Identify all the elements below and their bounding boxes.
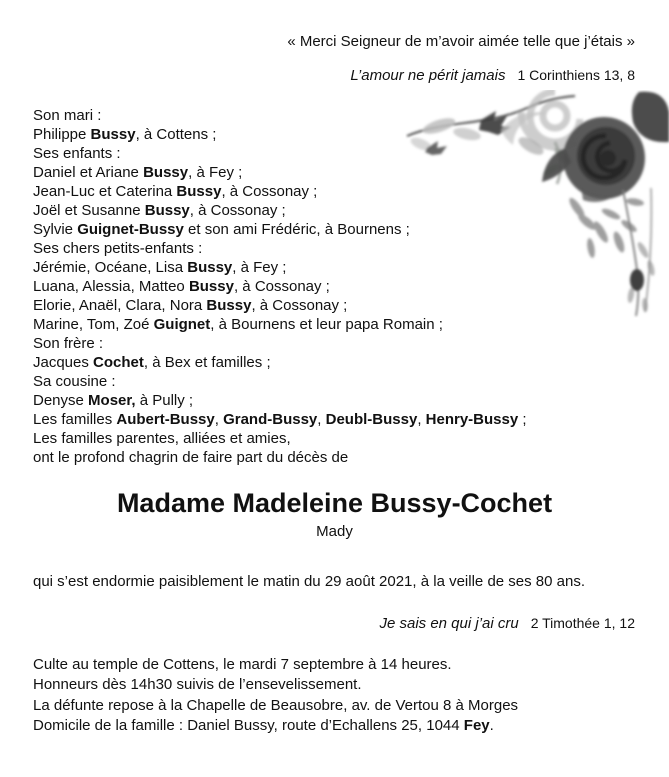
text-line: Philippe Bussy, à Cottens ; (33, 126, 217, 143)
death-announcement: qui s’est endormie paisiblement le matin du 29 août 2021, à la veille de ses 80 ans. (33, 573, 586, 590)
text-line: Sylvie Guignet-Bussy et son ami Frédéric, à Bournens ; (33, 221, 410, 238)
text-line: Domicile de la famille : Daniel Bussy, route d’Echallens 25, 1044 Fey. (33, 716, 494, 734)
text-line: Honneurs dès 14h30 suivis de l’ensevelissement. (33, 676, 362, 694)
text-line: Marine, Tom, Zoé Guignet, à Bournens et leur papa Romain ; (33, 316, 443, 333)
family-list (33, 106, 527, 467)
text-line: Elorie, Anaël, Clara, Nora Bussy, à Cossonay ; (33, 297, 348, 314)
text-line: Jacques Cochet, à Bex et familles ; (33, 354, 271, 371)
text-line: Denyse Moser, à Pully ; (33, 392, 194, 409)
ceremony-details (33, 655, 518, 736)
text-line: Ses enfants : (33, 145, 121, 162)
verse-2-reference: 2 Timothée 1, 12 (530, 615, 635, 631)
text-line: ont le profond chagrin de faire part du décès de (33, 449, 349, 466)
text-line: Jean-Luc et Caterina Bussy, à Cossonay ; (33, 183, 318, 200)
deceased-nickname: Mady (316, 523, 353, 540)
text-line: Culte au temple de Cottens, le mardi 7 septembre à 14 heures. (33, 656, 452, 673)
verse-1-text: L’amour ne périt jamais (350, 67, 506, 84)
verse-1-reference: 1 Corinthiens 13, 8 (517, 67, 635, 83)
bible-verse-2 (379, 615, 635, 632)
opening-quote: « Merci Seigneur de m’avoir aimée telle que j’étais » (287, 33, 635, 50)
verse-2-text: Je sais en qui j’ai cru (379, 615, 519, 632)
text-line: Luana, Alessia, Matteo Bussy, à Cossonay ; (33, 278, 330, 295)
text-line: Joël et Susanne Bussy, à Cossonay ; (33, 202, 286, 219)
deceased-name: Madame Madeleine Bussy-Cochet (116, 488, 553, 518)
text-line: Les familles Aubert-Bussy, Grand-Bussy, Deubl-Bussy, Henry-Bussy ; (33, 411, 527, 428)
text-line: Les familles parentes, alliées et amies, (33, 430, 291, 447)
text-line: Sa cousine : (33, 373, 116, 390)
text-line: Jérémie, Océane, Lisa Bussy, à Fey ; (33, 259, 287, 276)
text-line: Son mari : (33, 107, 102, 124)
bible-verse-1 (350, 67, 635, 84)
text-line: Daniel et Ariane Bussy, à Fey ; (33, 164, 243, 181)
watercolor-roses-icon (405, 90, 669, 318)
text-line: Son frère : (33, 335, 104, 352)
text-line: Ses chers petits-enfants : (33, 240, 203, 257)
text-line: La défunte repose à la Chapelle de Beausobre, av. de Vertou 8 à Morges (33, 696, 519, 714)
